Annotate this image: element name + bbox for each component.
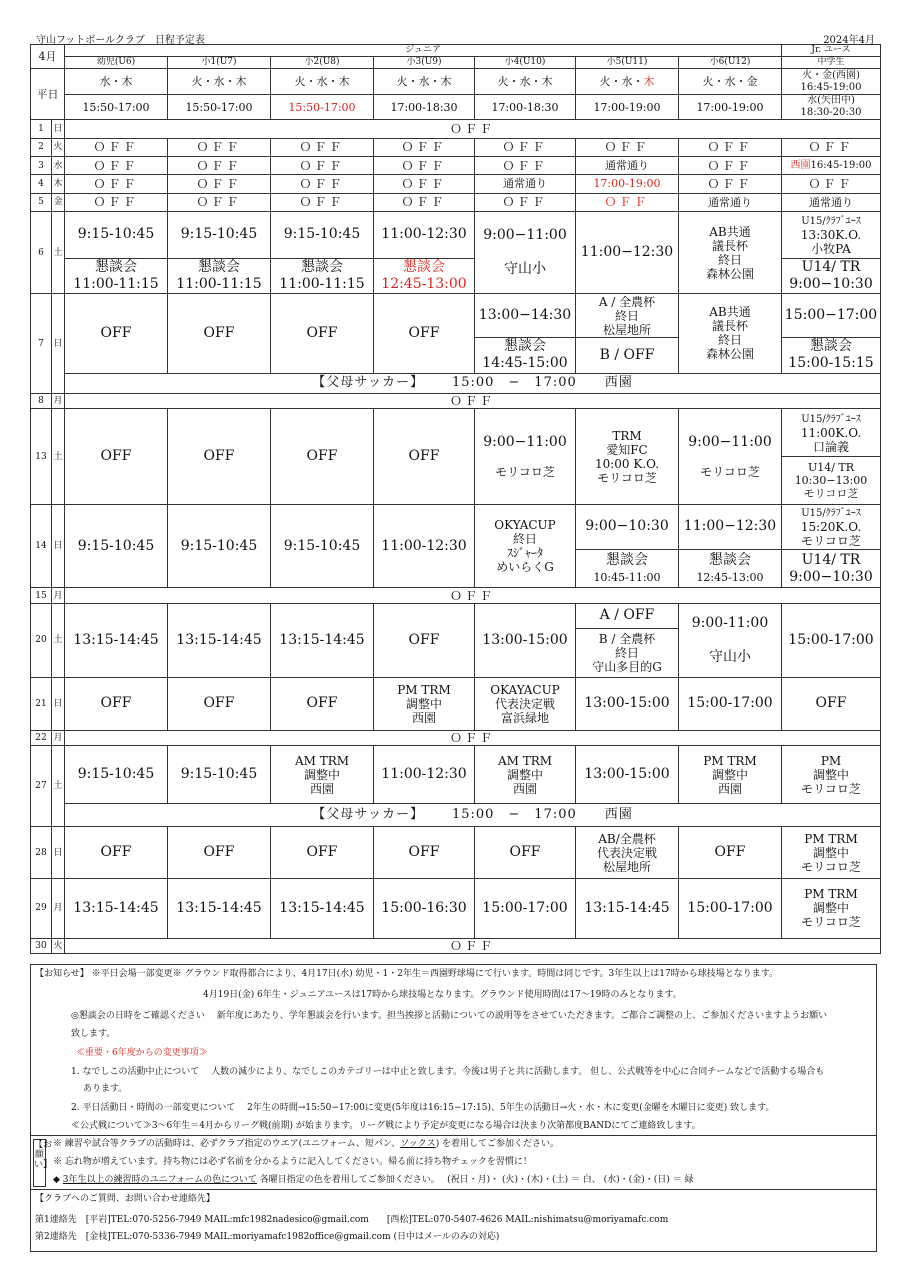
weekday-days: 火・水・木	[168, 69, 271, 94]
schedule-cell: 9:15-10:45	[168, 504, 271, 587]
off-cell: OFF	[374, 826, 475, 879]
day-number: 5	[31, 193, 52, 211]
off-cell: OFF	[271, 294, 374, 373]
day-number: 1	[31, 120, 52, 138]
kondan-cell: 懇談会 15:00-15:15	[782, 338, 881, 374]
weekday-time: 17:00-19:00	[576, 94, 679, 119]
off-cell: ＯＦＦ	[576, 138, 679, 156]
grade-u6: 幼児(U6)	[65, 57, 168, 69]
off-cell: OFF	[374, 603, 475, 677]
off-cell: OFF	[168, 294, 271, 373]
jr-schedule-cell: PM TRM 調整中 モリコロ芝	[782, 826, 881, 879]
off-cell: ＯＦＦ	[168, 193, 271, 211]
notice-line: あります。	[83, 1084, 128, 1094]
schedule-cell: 13:15-14:45	[65, 879, 168, 938]
day-weekday: 水	[52, 156, 65, 174]
schedule-cell: 9:00−11:00 モリコロ芝	[475, 409, 576, 505]
schedule-cell: OKAYACUP 代表決定戦 富浜緑地	[475, 677, 576, 730]
off-cell: ＯＦＦ	[576, 193, 679, 211]
day-weekday: 日	[52, 677, 65, 730]
off-cell: ＯＦＦ	[65, 394, 881, 409]
day-number: 20	[31, 603, 52, 677]
day-number: 8	[31, 394, 52, 409]
off-cell: OFF	[374, 409, 475, 505]
day-weekday: 月	[52, 730, 65, 745]
off-cell: OFF	[475, 826, 576, 879]
weekday-label: 平日	[31, 69, 65, 120]
off-cell: ＯＦＦ	[65, 730, 881, 745]
family-soccer-row: 【父母サッカー】 15:00 − 17:00 西園	[65, 373, 881, 393]
off-cell: ＯＦＦ	[679, 156, 782, 174]
schedule-cell: 13:15-14:45	[271, 603, 374, 677]
jr-schedule-cell: PM TRM 調整中 モリコロ芝	[782, 879, 881, 938]
day-weekday: 月	[52, 394, 65, 409]
schedule-cell: A / OFF	[576, 603, 679, 628]
schedule-cell: 9:15-10:45	[168, 211, 271, 258]
day-number: 29	[31, 879, 52, 938]
off-cell: ＯＦＦ	[65, 156, 168, 174]
normal-cell: 通常通り	[782, 193, 881, 211]
schedule-cell: 11:00−12:30	[679, 504, 782, 549]
off-cell: OFF	[65, 409, 168, 505]
schedule-cell: 11:00−12:30	[576, 211, 679, 293]
off-cell: OFF	[374, 294, 475, 373]
schedule-cell: OKYACUP 終日 ｽｼﾞｬｰﾀ めいらくG	[475, 504, 576, 587]
schedule-cell: 15:00-17:00	[679, 677, 782, 730]
kondan-cell: 懇談会 11:00-11:15	[168, 258, 271, 294]
weekday-time: 15:50-17:00	[271, 94, 374, 119]
day-number: 22	[31, 730, 52, 745]
off-cell: OFF	[679, 826, 782, 879]
schedule-cell: AB共通 議長杯 終日 森林公園	[679, 294, 782, 373]
schedule-cell: 11:00-12:30	[374, 504, 475, 587]
kondan-cell: 懇談会 11:00-11:15	[271, 258, 374, 294]
schedule-cell: 9:15-10:45	[271, 211, 374, 258]
off-cell: ＯＦＦ	[782, 138, 881, 156]
schedule-cell: 13:15-14:45	[168, 879, 271, 938]
request-line: ※ 練習や試合等クラブの活動時は、必ずクラブ指定のウエア(ユニフォーム、短パン、ソックス) を着用してご参加ください。	[53, 1139, 560, 1149]
weekday-time: 17:00-18:30	[475, 94, 576, 119]
schedule-cell: 15:00-16:30	[374, 879, 475, 938]
off-cell: ＯＦＦ	[65, 938, 881, 954]
notice-line: 1. なでしこの活動中止について 人数の減少により、なでしこのカテゴリーは中止と致します。今後は男子と共に活動します。 但し、公式戦等を中心に合同チームなどで活動する場合も	[71, 1067, 825, 1077]
schedule-cell: PM TRM 調整中 西園	[374, 677, 475, 730]
notice-line: 2. 平日活動日・時間の一部変更について 2年生の時間→15:50−17:00に変更(5年度は16:15−17:15)、5年生の活動日→火・水・木に変更(金曜を木曜日に変更) 致します。	[71, 1103, 775, 1113]
schedule-cell: 9:15-10:45	[65, 504, 168, 587]
off-cell: OFF	[271, 677, 374, 730]
weekday-time: 17:00-18:30	[374, 94, 475, 119]
day-number: 13	[31, 409, 52, 505]
off-cell: OFF	[168, 409, 271, 505]
schedule-cell: AB共通 議長杯 終日 森林公園	[679, 211, 782, 293]
jr-schedule-cell: 西園16:45-19:00	[782, 156, 881, 174]
day-number: 28	[31, 826, 52, 879]
schedule-cell: 15:00-17:00	[475, 879, 576, 938]
day-number: 21	[31, 677, 52, 730]
kondan-cell: 懇談会 10:45-11:00	[576, 549, 679, 588]
off-cell: OFF	[168, 677, 271, 730]
day-weekday: 土	[52, 746, 65, 826]
schedule-cell: 13:00-15:00	[576, 746, 679, 804]
off-cell: OFF	[65, 826, 168, 879]
grade-u7: 小1(U7)	[168, 57, 271, 69]
day-number: 4	[31, 175, 52, 193]
weekday-time: 15:50-17:00	[168, 94, 271, 119]
notice-line: 4月19日(金) 6年生・ジュニアユースは17時から球技場となります。グラウンド使用時間は17～19時のみとなります。	[203, 990, 682, 1000]
weekday-days: 水・木	[65, 69, 168, 94]
off-cell: ＯＦＦ	[168, 156, 271, 174]
off-cell: ＯＦＦ	[65, 175, 168, 193]
kondan-cell: 懇談会 12:45-13:00	[374, 258, 475, 294]
notice-line: ◎懇談会の日時をご確認ください 新年度にあたり、学年懇談会を行います。担当挨拶と活動についての説明等をさせていただきます。ご都合ご調整の上、ご参加くださいますようお願い	[71, 1011, 828, 1021]
schedule-date: 2024年4月	[823, 35, 875, 46]
kondan-cell: 懇談会 14:45-15:00	[475, 338, 576, 374]
schedule-cell: 13:15-14:45	[168, 603, 271, 677]
weekday-days: 火・水・木	[475, 69, 576, 94]
weekday-days: 火・水・木	[576, 69, 679, 94]
grade-u10: 小4(U10)	[475, 57, 576, 69]
jr-schedule-cell: 15:00-17:00	[782, 603, 881, 677]
day-number: 7	[31, 294, 52, 394]
schedule-cell: 9:00−10:30	[576, 504, 679, 549]
notice-line: 【お知らせ】 ※平日会場一部変更※ グラウンド取得都合により、4月17日(水) 幼児・1・2年生＝西園野球場にて行います。時間は同じです。3年生以上は17時から球技場となります。	[35, 969, 778, 979]
off-cell: OFF	[782, 677, 881, 730]
schedule-cell: 11:00-12:30	[374, 746, 475, 804]
off-cell: ＯＦＦ	[271, 175, 374, 193]
day-weekday: 土	[52, 603, 65, 677]
day-weekday: 月	[52, 879, 65, 938]
notice-box	[30, 964, 877, 1252]
schedule-cell: 13:15-14:45	[271, 879, 374, 938]
jr-schedule-cell: U14/ TR 10:30−13:00 モリコロ芝	[782, 457, 881, 505]
schedule-cell: PM TRM 調整中 西園	[679, 746, 782, 804]
day-number: 30	[31, 938, 52, 954]
off-cell: ＯＦＦ	[271, 193, 374, 211]
normal-cell: 通常通り	[679, 193, 782, 211]
kondan-cell: 懇談会 12:45-13:00	[679, 549, 782, 588]
schedule-cell: 15:00-17:00	[679, 879, 782, 938]
day-number: 14	[31, 504, 52, 587]
off-cell: OFF	[271, 409, 374, 505]
off-cell: ＯＦＦ	[168, 138, 271, 156]
jr-youth-header: Jr. ユース	[782, 45, 881, 57]
notice-heading: ≪重要・6年度からの変更事項≫	[76, 1048, 208, 1058]
off-cell: ＯＦＦ	[65, 138, 168, 156]
normal-cell: 通常通り	[475, 175, 576, 193]
day-weekday: 火	[52, 938, 65, 954]
off-cell: ＯＦＦ	[679, 138, 782, 156]
off-cell: ＯＦＦ	[168, 175, 271, 193]
grade-u12: 小6(U12)	[679, 57, 782, 69]
schedule-cell: 9:15-10:45	[65, 211, 168, 258]
schedule-cell: 13:15-14:45	[65, 603, 168, 677]
jr-schedule-cell: 15:00−17:00	[782, 294, 881, 338]
day-weekday: 日	[52, 504, 65, 587]
schedule-cell: 13:00−14:30	[475, 294, 576, 338]
schedule-cell: 9:00-11:00 守山小	[679, 603, 782, 677]
weekday-days: 火・水・木	[271, 69, 374, 94]
schedule-cell: 9:15-10:45	[65, 746, 168, 804]
off-cell: ＯＦＦ	[475, 138, 576, 156]
month-cell: 4月	[31, 45, 65, 69]
grade-junior-high: 中学生	[782, 57, 881, 69]
day-number: 2	[31, 138, 52, 156]
schedule-cell: 13:15-14:45	[576, 879, 679, 938]
weekday-days: 火・水・木	[374, 69, 475, 94]
schedule-cell: 13:00-15:00	[576, 677, 679, 730]
day-weekday: 金	[52, 193, 65, 211]
weekday-time: 17:00-19:00	[679, 94, 782, 119]
schedule-cell: 11:00-12:30	[374, 211, 475, 258]
off-cell: OFF	[65, 294, 168, 373]
schedule-cell: 9:15-10:45	[271, 504, 374, 587]
jr-schedule-cell: U14/ TR 9:00−10:30	[782, 549, 881, 588]
day-weekday: 木	[52, 175, 65, 193]
schedule-cell: B / 全農杯 終日 守山多目的G	[576, 629, 679, 678]
off-cell: ＯＦＦ	[475, 156, 576, 174]
jr-schedule-cell: U14/ TR 9:00−10:30	[782, 258, 881, 294]
day-weekday: 日	[52, 826, 65, 879]
schedule-cell: 13:00-15:00	[475, 603, 576, 677]
schedule-cell: TRM 愛知FC 10:00 K.O. モリコロ芝	[576, 409, 679, 505]
off-cell: ＯＦＦ	[374, 138, 475, 156]
schedule-cell: AM TRM 調整中 西園	[271, 746, 374, 804]
grade-u8: 小2(U8)	[271, 57, 374, 69]
request-line: ※ 忘れ物が増えています。持ち物には必ず名前を分かるように記入してください。帰る前に持ち物チェックを習慣に！	[53, 1157, 532, 1167]
day-number: 27	[31, 746, 52, 826]
contact-line: 第1連絡先 [平岩]TEL:070-5256-7949 MAIL:mfc1982nadesico@gmail.com [西松]TEL:070-5407-4626 MAIL:nishimatsu@moriyamafc.com	[35, 1215, 669, 1225]
normal-cell: 通常通り	[576, 156, 679, 174]
off-cell: ＯＦＦ	[65, 588, 881, 603]
kondan-cell: 懇談会 11:00-11:15	[65, 258, 168, 294]
day-number: 15	[31, 588, 52, 603]
schedule-cell: 17:00-19:00	[576, 175, 679, 193]
off-cell: ＯＦＦ	[374, 193, 475, 211]
junior-header: ジュニア	[65, 45, 782, 57]
off-cell: ＯＦＦ	[271, 138, 374, 156]
off-cell: ＯＦＦ	[475, 193, 576, 211]
day-number: 6	[31, 211, 52, 293]
day-weekday: 土	[52, 409, 65, 505]
schedule-cell: 9:00−11:00 モリコロ芝	[679, 409, 782, 505]
request-line: ◆ 3年生以上の練習時のユニフォームの色について 各曜日指定の色を着用してご参加ください。 (祝日・月)・ (火)・(木)・(土) ＝ 白、 (水)・(金)・(日) ＝ 緑	[53, 1175, 694, 1185]
day-weekday: 土	[52, 211, 65, 293]
grade-u11: 小5(U11)	[576, 57, 679, 69]
notice-line: 致します。	[71, 1029, 116, 1039]
jr-schedule-cell: U15/ｸﾗﾌﾞﾕｰｽ 11:00K.O. 口論義	[782, 409, 881, 457]
schedule-cell: 9:15-10:45	[168, 746, 271, 804]
day-weekday: 火	[52, 138, 65, 156]
contact-line: 第2連絡先 [金枝]TEL:070-5336-7949 MAIL:moriyamafc1982office@gmail.com (日中はメールのみの対応)	[35, 1232, 500, 1242]
day-number: 3	[31, 156, 52, 174]
schedule-cell: A / 全農杯 終日 松屋地所	[576, 294, 679, 338]
notice-line: ≪公式戦について≫3～6年生＝4月からリーグ戦(前期) が始まります。リーグ戦により予定が変更になる場合は決まり次第都度BANDにてご連絡致します。	[71, 1121, 701, 1131]
grade-u9: 小3(U9)	[374, 57, 475, 69]
off-cell: ＯＦＦ	[782, 175, 881, 193]
day-weekday: 日	[52, 294, 65, 394]
schedule-cell: AB/全農杯 代表決定戦 松屋地所	[576, 826, 679, 879]
day-weekday: 月	[52, 588, 65, 603]
off-cell: ＯＦＦ	[65, 193, 168, 211]
contact-heading: 【クラブへのご質問、お問い合わせ連絡先】	[35, 1194, 215, 1204]
jr-weekday: 火・金(西園) 16:45-19:00	[782, 69, 881, 94]
schedule-title: 守山フットボールクラブ 日程予定表	[36, 35, 205, 46]
jr-schedule-cell: U15/ｸﾗﾌﾞﾕｰｽ 15:20K.O. モリコロ芝	[782, 504, 881, 549]
family-soccer-row: 【父母サッカー】 15:00 − 17:00 西園	[65, 804, 881, 826]
request-label: 【お願い】	[33, 1139, 46, 1187]
day-weekday: 日	[52, 120, 65, 138]
off-cell: ＯＦＦ	[374, 156, 475, 174]
off-cell: ＯＦＦ	[65, 120, 881, 138]
off-cell: OFF	[65, 677, 168, 730]
off-cell: ＯＦＦ	[271, 156, 374, 174]
off-cell: ＯＦＦ	[679, 175, 782, 193]
off-cell: OFF	[168, 826, 271, 879]
weekday-time: 15:50-17:00	[65, 94, 168, 119]
jr-weekday: 水(矢田中) 18:30-20:30	[782, 94, 881, 119]
schedule-cell: AM TRM 調整中 西園	[475, 746, 576, 804]
schedule-cell: B / OFF	[576, 338, 679, 374]
jr-schedule-cell: PM 調整中 モリコロ芝	[782, 746, 881, 804]
off-cell: OFF	[271, 826, 374, 879]
jr-schedule-cell: U15/ｸﾗﾌﾞﾕｰｽ 13:30K.O. 小牧PA	[782, 211, 881, 258]
schedule-cell: 9:00−11:00 守山小	[475, 211, 576, 293]
off-cell: ＯＦＦ	[374, 175, 475, 193]
weekday-days: 火・水・金	[679, 69, 782, 94]
schedule-table	[30, 44, 881, 954]
